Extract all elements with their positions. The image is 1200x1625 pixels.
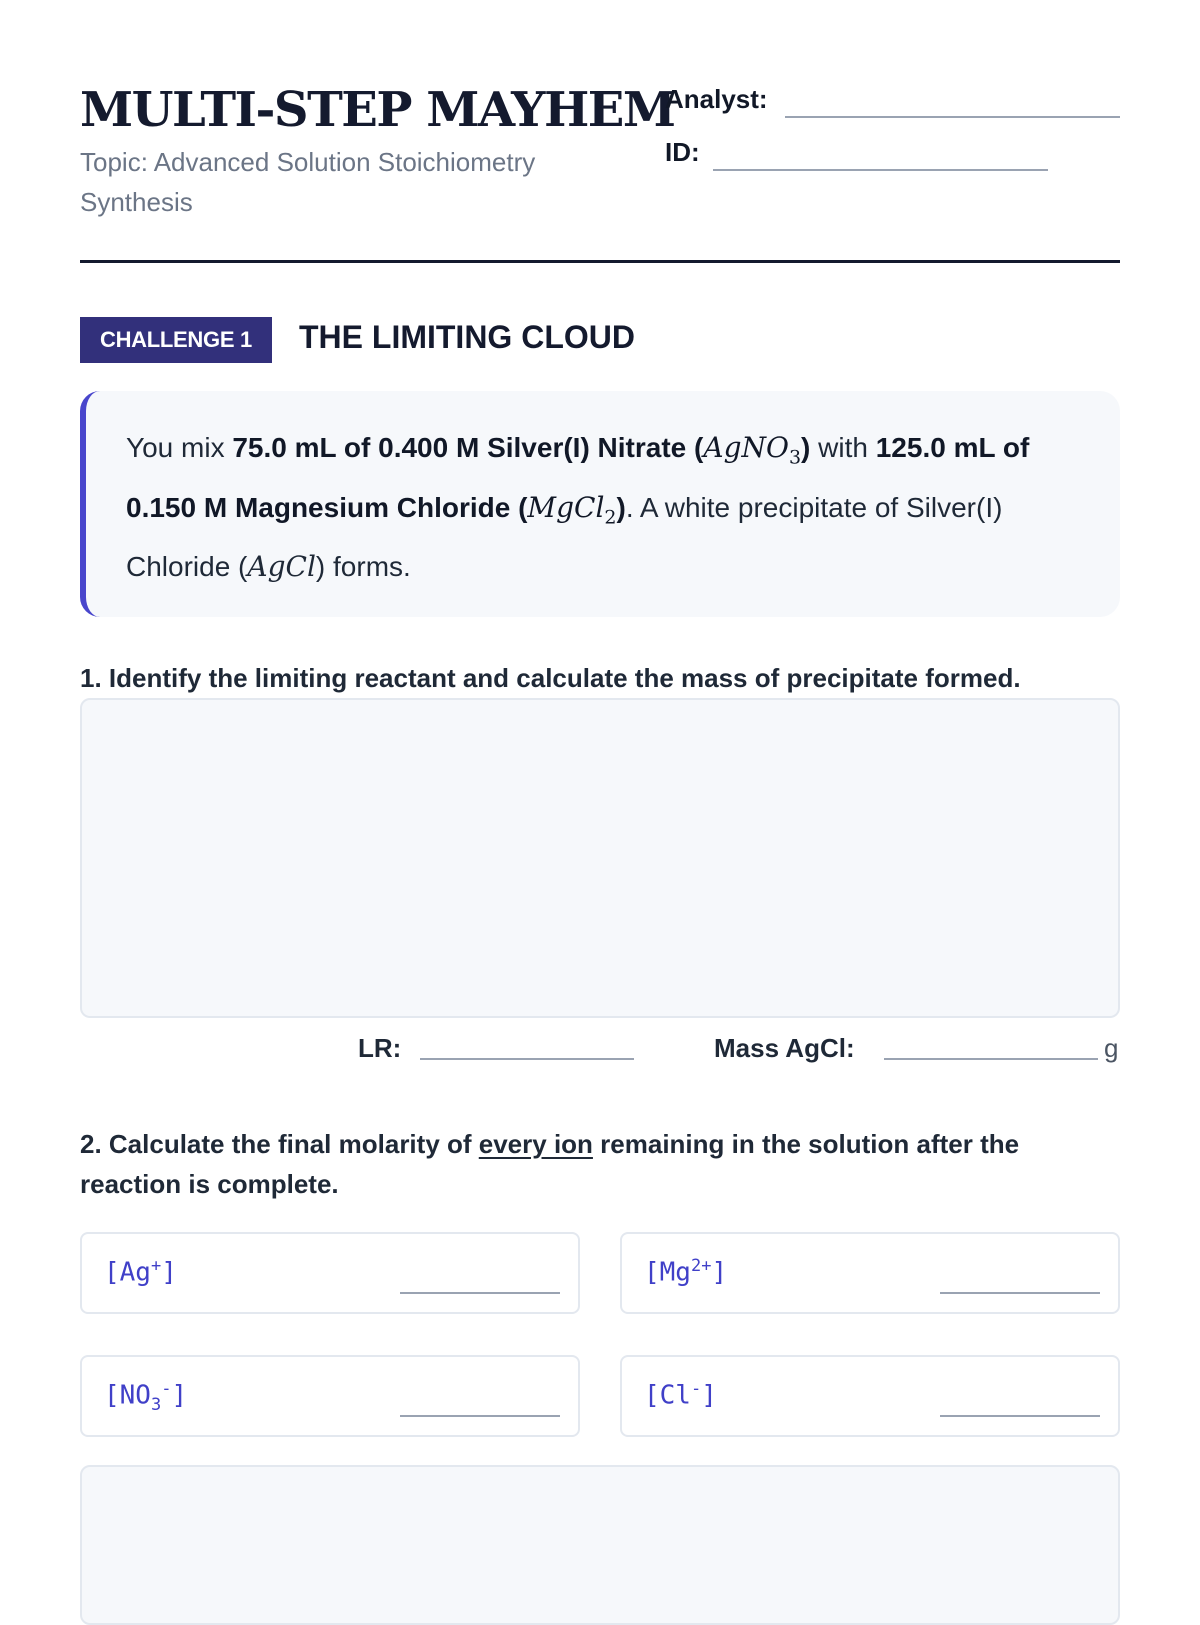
problem-text: You mix 75.0 mL of 0.400 M Silver(I) Nitrate (AgNO$_3$) with 125.0 mL of 0.150 M Magnesium Chloride (MgCl$_2$). A white precipitate of Silver(I) Chloride (AgCl) forms. [126, 431, 1030, 584]
ion-label-cl: [Cl-] [644, 1379, 717, 1411]
question-1: 1. Identify the limiting reactant and calculate the mass of precipitate formed. [80, 663, 1021, 693]
ion-answer-field-ag[interactable] [400, 1292, 560, 1294]
ion-box-cl [620, 1355, 1120, 1437]
ion-box-mg [620, 1232, 1120, 1314]
question-2: 2. Calculate the final molarity of every ion remaining in the solution after the reaction is complete. [80, 1129, 1020, 1199]
formula-mgcl2: MgCl$_2$ [527, 490, 617, 529]
topic-subtitle: Topic: Advanced Solution Stoichiometry Synthesis [80, 147, 536, 217]
problem-statement-box [80, 391, 1120, 617]
emphasis-every-ion: every ion [478, 1129, 593, 1159]
id-label: ID: [665, 137, 700, 167]
ion-box-no3 [80, 1355, 580, 1437]
analyst-field[interactable] [785, 116, 1120, 118]
lr-answer-field[interactable] [420, 1058, 634, 1060]
mass-agcl-answer-field[interactable] [884, 1058, 1098, 1060]
challenge-badge: CHALLENGE 1 [80, 317, 272, 363]
challenge-title: THE LIMITING CLOUD [299, 319, 635, 355]
formula-agcl: AgCl [247, 550, 316, 584]
lr-label: LR: [358, 1033, 402, 1063]
id-field[interactable] [713, 169, 1048, 171]
work-area-q1[interactable] [80, 698, 1120, 1018]
worksheet-page [80, 0, 1120, 1600]
mass-agcl-label: Mass AgCl: [714, 1033, 855, 1063]
ion-answer-field-no3[interactable] [400, 1415, 560, 1417]
ion-label-ag: [Ag+] [104, 1256, 177, 1288]
mass-unit: g [1104, 1033, 1119, 1063]
ion-answer-field-mg[interactable] [940, 1292, 1100, 1294]
ion-label-mg: $[Mg^{2+}]$ [644, 1256, 728, 1288]
header-divider [80, 260, 1120, 263]
ion-box-ag [80, 1232, 580, 1314]
analyst-label: Analyst: [665, 84, 768, 114]
ion-answer-field-cl[interactable] [940, 1415, 1100, 1417]
ion-label-no3: $[NO_3^-]$ [104, 1379, 188, 1415]
work-area-q2[interactable] [80, 1465, 1120, 1625]
page-title: MULTI-STEP MAYHEM [80, 82, 675, 138]
formula-agno3: AgNO$_3$ [703, 431, 802, 469]
